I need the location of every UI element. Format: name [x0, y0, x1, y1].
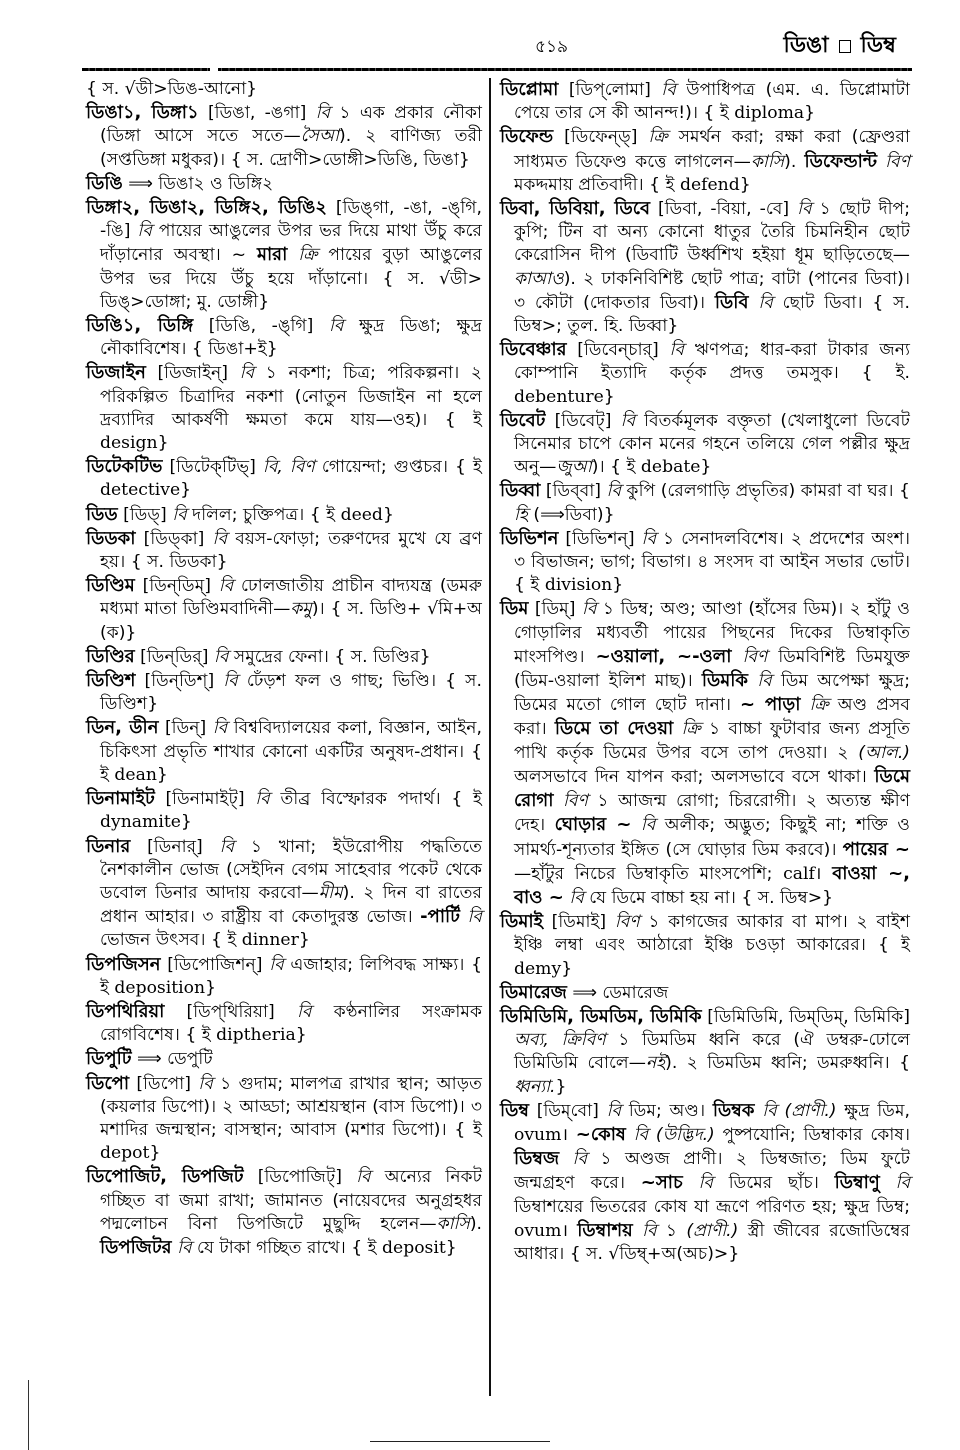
definition-text: মকদ্দমায় প্রতিবাদী। { ই	[514, 174, 680, 195]
definition-text	[877, 152, 885, 172]
english-etymon: ovum	[514, 1124, 562, 1145]
headword: পায়ের ~	[842, 838, 910, 860]
english-etymon: ovum	[514, 1220, 562, 1241]
definition-text: [ডিফেন্‌ড্]	[553, 127, 649, 148]
definition-text: সমুদ্রের ফেনা। { স. ডিণ্ডির}	[228, 646, 431, 667]
definition-text: ডিমবিশিষ্ট ডিমযুক্ত (ডিম-ওয়ালা ইলিশ মাছ)।	[514, 646, 911, 692]
definition-text: ঢোলজাতীয় প্রাচীন বাদ্যযন্ত্র (ডমরু মধ্যমা মাতা ডিণ্ডিমবাদিনী—	[100, 576, 482, 620]
part-of-speech: ক্রি	[648, 127, 668, 148]
definition-text: ক্ষুদ্র ডিম,	[836, 1100, 910, 1121]
dictionary-entry	[500, 197, 910, 338]
english-etymon: debenture	[514, 386, 604, 407]
part-of-speech: বি (প্রাণী.)	[762, 1100, 837, 1121]
english-etymon: defend	[679, 174, 740, 195]
headword: ডিবেঞ্চার	[500, 339, 567, 361]
dictionary-entry	[86, 527, 482, 574]
definition-text: [ডিনামাইট্]	[154, 789, 256, 810]
part-of-speech: বি	[356, 1167, 371, 1188]
part-of-speech: বিণ	[742, 646, 768, 667]
part-of-speech: বি	[698, 1173, 713, 1194]
definition-text: [ডিন্]	[158, 718, 213, 739]
definition-text	[626, 1125, 634, 1145]
definition-text: }	[804, 103, 816, 124]
box-separator-icon	[839, 40, 851, 53]
dictionary-entry	[86, 101, 482, 172]
definition-text: অলসভাবে দিন যাপন করা; অলসভাবে বসে থাকা।	[514, 766, 875, 787]
definition-text: অণ্ড প্রসব করা।	[514, 695, 910, 740]
headword: ডিপজিটর	[100, 1236, 172, 1258]
part-of-speech: নই	[645, 1053, 666, 1074]
part-of-speech: কাসি	[750, 151, 785, 172]
headword: ডিবেট	[500, 409, 546, 431]
headword: ~সাচ	[640, 1172, 683, 1194]
headword: ডিপুটি	[86, 1048, 132, 1070]
definition-text	[631, 815, 640, 835]
part-of-speech: অব্য, ক্রিবিণ	[514, 1030, 606, 1051]
part-of-speech: বি	[137, 221, 152, 242]
english-etymon: demy	[514, 958, 562, 979]
definition-text: [ডিপোজিট্]	[243, 1167, 357, 1188]
headword: ডিপো	[86, 1072, 130, 1094]
part-of-speech: বি	[669, 340, 684, 361]
part-of-speech: বি (উদ্ভিদ.)	[633, 1124, 715, 1145]
definition-text: ।	[561, 1220, 578, 1241]
column-divider	[489, 78, 491, 1396]
definition-text: তীব্র বিস্ফোরক পদার্থ। { ই	[269, 789, 482, 810]
definition-text: সমর্থন করা; রক্ষা করা (ফ্রেণ্ডরা সাধ্যমত ডিফেণ্ড কত্তে লাগলেন—	[514, 127, 910, 172]
headword: মারা	[256, 244, 288, 266]
definition-text: গোয়েন্দা; গুপ্তচর। { ই	[314, 457, 482, 478]
definition-text: ⟹ ডেমারেজ	[566, 982, 669, 1003]
part-of-speech: বি	[606, 481, 622, 502]
headword: ডিম্বাশয়	[577, 1219, 633, 1241]
definition-text: [ডিপ্‌থিরিয়া]	[164, 1001, 297, 1022]
part-of-speech: বি	[255, 789, 270, 810]
header-rule	[82, 68, 912, 71]
part-of-speech: কাসি	[436, 1213, 470, 1234]
headword: ডিম	[500, 598, 529, 620]
right-column	[500, 78, 910, 1266]
part-of-speech: বিণ	[563, 791, 588, 812]
definition-text: ). ২ ঢাকনিবিশিষ্ট ছোট পাত্র; বাটা (পানের ডিবা)। ৩ কৌটা (দোকতার ডিবা)।	[514, 268, 910, 313]
definition-text: ক্ষুদ্র ডিঙা; ক্ষুদ্র নৌকাবিশেষ। { ডিঙা+ই}	[100, 316, 482, 360]
part-of-speech: বি	[212, 718, 228, 739]
headword: -পার্টি	[420, 906, 460, 928]
running-head-first-word: ডিঙা	[783, 33, 829, 58]
dictionary-entry	[500, 409, 910, 480]
dictionary-entry	[500, 338, 910, 409]
definition-text: [ডিন্‌ডির্]	[134, 646, 214, 667]
part-of-speech: বি	[569, 887, 584, 908]
headword: ডিড	[86, 503, 118, 525]
definition-text: [ডিঙ্‌গা, -ঙা, -ঙ্‌গি, -ঙি]	[100, 198, 482, 242]
part-of-speech: বি	[797, 199, 812, 220]
definition-text: [ডিমাই]	[542, 912, 615, 933]
dictionary-entry	[500, 125, 910, 197]
definition-text: অন্যের নিকট গচ্ছিত বা জমা রাখা; জামানত (নায়েবদের অনুগ্রহধর পদ্মলোচন বিনা ডিপজিটে মুছুদ্দি হলেন—	[100, 1167, 483, 1234]
definition-text: (⟹ডিবা)}	[527, 504, 615, 525]
definition-text: }	[157, 433, 169, 454]
part-of-speech: জুআ	[556, 457, 592, 478]
definition-text	[287, 245, 298, 265]
definition-text: )। { স. ডিণ্ডি+ √মি+অ (ক)}	[100, 599, 482, 643]
headword: ডিম্বাণু	[834, 1172, 880, 1194]
dictionary-entry	[500, 78, 910, 125]
definition-text	[748, 293, 758, 313]
dictionary-entry	[500, 479, 910, 526]
definition-text	[683, 1173, 699, 1193]
definition-text: [ডিন্‌ডিশ্]	[135, 671, 224, 692]
english-etymon: depot	[100, 1143, 150, 1164]
definition-text: যে টাকা গচ্ছিত রাখে। { ই	[191, 1237, 383, 1258]
dictionary-entry	[500, 597, 910, 910]
definition-text: ডিম্বাশয়ের ভিতরের কোষ যা ভ্রূণে পরিণত হয়; ক্ষুদ্র ডিম্ব;	[514, 1196, 910, 1217]
dictionary-entry	[500, 527, 910, 598]
definition-text: ১ খানা; ইউরোপীয় পদ্ধতিতে নৈশকালীন ভোজ (সেইদিন বেগম সাহেবার পকেট থেকে ডবোল ডিনার আদায় করবো—	[100, 836, 482, 903]
definition-text: }	[555, 1076, 567, 1097]
definition-text: ডিমের ছাঁচ।	[712, 1173, 835, 1194]
headword: ডিটেকটিভ	[86, 456, 163, 478]
headword: ডিবা, ডিবিয়া, ডিবে	[500, 198, 651, 220]
headword: ডিম্ব	[500, 1099, 530, 1121]
definition-text: }	[156, 764, 168, 785]
dictionary-entry	[500, 910, 910, 981]
english-etymon: debate	[640, 457, 701, 478]
part-of-speech: বি	[606, 1100, 622, 1121]
definition-text: [ডিপো]	[129, 1073, 199, 1094]
definition-text: ঋণপত্র; ধার-করা টাকার জন্য কোম্পানি ইত্যাদি কর্তৃক প্রদত্ত তমসুক। { ই.	[514, 340, 910, 384]
dictionary-entry	[86, 716, 482, 787]
part-of-speech: বি	[213, 646, 229, 667]
part-of-speech: বি	[269, 954, 284, 975]
dictionary-entry	[500, 1099, 910, 1266]
definition-text: }	[149, 1143, 161, 1164]
definition-text: দলিল; চুক্তিপত্র। { ই	[186, 504, 341, 525]
part-of-speech: কাআও	[514, 268, 564, 289]
definition-text: }	[382, 504, 394, 525]
part-of-speech: বি	[223, 671, 238, 692]
definition-text: }	[298, 930, 310, 951]
definition-text: ১ কাগজের আকার বা মাপ। ২ বাইশ ইঞ্চি লম্বা এবং আঠারো ইঞ্চি চওড়া আকারের। { ই	[514, 912, 910, 956]
definition-text: বিতর্কমূলক বক্তৃতা (খেলাধুলো ডিবেট সিনেমার চাপে কোন মনের গহনে তলিয়ে গেল পল্লীর ক্ষুদ্র অনু—	[514, 410, 910, 478]
part-of-speech: বি	[641, 528, 657, 549]
english-etymon: calf	[783, 863, 815, 884]
definition-text: কণ্ঠনালির সংক্রামক রোগবিশেষ। { ই	[100, 1001, 482, 1046]
headword: ~ওয়ালা, ~-ওলা	[595, 645, 732, 667]
english-etymon: deposit	[382, 1237, 446, 1258]
definition-text: ঢেঁড়শ ফল ও গাছ; ভিণ্ডি। { স. ডিণ্ডিশ}	[100, 671, 482, 715]
headword: ডিনার	[86, 835, 131, 857]
part-of-speech: বিণ	[885, 151, 911, 172]
part-of-speech: বি	[239, 363, 255, 384]
headword: ডিবি	[714, 291, 749, 313]
definition-text: ). ২ দিন বা রাতের প্রধান আহার। ৩ রাষ্ট্রীয় বা কেতাদুরস্ত ভোজ।	[100, 882, 482, 928]
definition-text: বিশ্ববিদ্যালয়ের কলা, বিজ্ঞান, আইন, চিকিৎসা প্রভৃতি শাখার কোনো একটির অনুষদ-প্রধান। { ই	[100, 718, 482, 785]
headword: ডিণ্ডিম	[86, 575, 135, 597]
definition-text: [ডিনার্]	[130, 836, 220, 857]
definition-text: ⟹ ডিঙা২ ও ডিঙ্গি২	[122, 173, 274, 194]
part-of-speech: বি, বিণ	[262, 457, 315, 478]
definition-text: }	[561, 958, 573, 979]
definition-text: বয়স-ফোড়া; তরুণদের মুখে যে ব্রণ হয়। { স. ডিডকা}	[100, 528, 482, 573]
part-of-speech: বি	[177, 1237, 192, 1258]
running-head	[784, 28, 896, 65]
definition-text: }	[612, 575, 624, 596]
definition-text	[460, 907, 468, 927]
definition-text: ). ২ বাণিজ্য তরী (সপ্তডিঙ্গা মধুকর)। { স. দ্রোণী>ডোঙ্গী>ডিঙি, ডিঙা}	[100, 126, 482, 170]
part-of-speech: বি	[219, 836, 235, 857]
dictionary-entry	[500, 1005, 910, 1099]
page-header	[80, 0, 910, 70]
headword: ~ পাড়া	[740, 694, 801, 716]
headword: ডিপজিসন	[86, 953, 161, 975]
english-etymon: detective	[100, 480, 181, 501]
dictionary-entry	[500, 981, 910, 1005]
definition-text: }	[603, 386, 615, 407]
part-of-speech: বিণ	[614, 912, 640, 933]
definition-text: পায়ের আঙুলের উপর ভর দিয়ে মাথা উঁচু করে দাঁড়ানোর অবস্থা। ~	[100, 221, 482, 266]
scan-margin-line	[28, 1380, 29, 1450]
part-of-speech: বি	[212, 528, 228, 549]
definition-text	[559, 1149, 572, 1169]
part-of-speech: (প্রাণী.)	[686, 1220, 739, 1241]
headword: ডিঙ্গা২, ডিঙা২, ডিঙ্গি২, ডিঙি২	[86, 197, 328, 219]
definition-text: [ডিঙা, -ঙগা]	[198, 103, 316, 124]
dictionary-entry	[86, 1047, 482, 1071]
definition-text: }	[700, 457, 712, 478]
headword: ডিজাইন	[86, 362, 146, 384]
dictionary-entry	[86, 78, 482, 101]
part-of-speech: বি	[198, 1073, 213, 1094]
headword: ~কোষ	[575, 1123, 626, 1145]
dictionary-entry	[86, 361, 482, 455]
definition-text: [ডিবা, -বিয়া, -বে]	[650, 199, 798, 220]
definition-text: [ডিন্‌ডিম্]	[134, 576, 219, 597]
definition-text: ১ সেনাদলবিশেষ। ২ প্রদেশের অংশ। ৩ বিভাজন; ভাগ; বিভাগ। ৪ সংসদ বা আইন সভার ভোট। { ই	[514, 528, 910, 596]
headword: ডিপোজিট, ডিপজিট	[86, 1166, 244, 1188]
definition-text: ).	[784, 151, 805, 172]
definition-text	[731, 647, 742, 667]
headword: ডিঙি	[86, 172, 123, 194]
headword: ডিডকা	[86, 527, 136, 549]
definition-text: [ডিম্‌বো]	[529, 1100, 607, 1121]
dictionary-entry	[86, 787, 482, 834]
headword: ডিমিডিমি, ডিমডিম, ডিমিকি	[500, 1005, 702, 1027]
definition-text: }	[205, 977, 217, 998]
definition-text: )। { ই	[591, 457, 641, 478]
part-of-speech: কমু	[290, 599, 312, 620]
definition-text: }	[180, 812, 192, 833]
definition-text: { স. √ডী>ডিঙ-আনো}	[86, 79, 258, 99]
definition-text: ১ আজন্ম রোগা; চিররোগী। ২ অত্যন্ত ক্ষীণ দেহ।	[514, 791, 911, 836]
definition-text: উপাধিপত্র (এম. এ. ডিপ্লোমাটা পেয়ে তার সে কী আনন্দ!)। { ই	[514, 80, 910, 124]
footer-rule	[370, 1441, 550, 1442]
dictionary-entry	[86, 503, 482, 527]
definition-text: [ডিঙি, -ঙ্‌গি]	[193, 316, 330, 337]
dictionary-entry	[86, 196, 482, 314]
part-of-speech: ক্রি	[681, 719, 701, 740]
dictionary-entry	[86, 669, 482, 716]
definition-text	[633, 1221, 642, 1241]
definition-text: ). ২ ডিমডিম ধ্বনি; ডমরুধ্বনি। {	[665, 1053, 910, 1074]
definition-text: [ডিবেট্]	[545, 410, 621, 431]
part-of-speech: বি	[895, 1173, 911, 1194]
part-of-speech: বি	[640, 815, 656, 836]
definition-text: ).	[469, 1213, 482, 1234]
definition-text: ১ গুদাম; মালপত্র রাখার স্থান; আড়ত (কয়লার ডিপো)। ২ আড্ডা; আশ্রয়স্থান (বাস ডিপো)। ৩ মশাদির জন্মস্থান; বাসস্থান; আবাস (মশার ডিপো)। { ই	[100, 1073, 482, 1140]
part-of-speech: সৈআ	[300, 126, 339, 147]
headword: ডিঙা১, ডিঙ্গা১	[86, 102, 199, 124]
definition-text: ১ এক প্রকার নৌকা (ডিঙ্গা আসে সতে সতে—	[100, 103, 482, 147]
definition-text: [ডিম্]	[528, 599, 582, 620]
definition-text	[880, 1173, 896, 1193]
part-of-speech: বি	[620, 410, 636, 431]
part-of-speech: বি	[758, 292, 773, 313]
dictionary-entry	[86, 172, 482, 196]
definition-text: কুপি (রেলগাড়ি প্রভৃতির) কামরা বা ঘর। {	[621, 481, 910, 502]
definition-text: ছোট ডিবা। { স. ডিম্ব>; তুল. হি. ডিব্বা}	[514, 292, 910, 337]
part-of-speech: বি	[315, 103, 331, 124]
definition-text: [ডিপোজিশন্]	[160, 954, 270, 975]
english-etymon: dynamite	[100, 812, 181, 833]
definition-text: }	[180, 480, 192, 501]
headword: ডিনামাইট	[86, 788, 155, 810]
dictionary-entry	[86, 455, 482, 502]
english-etymon: deposition	[114, 977, 206, 998]
headword: ডিমে তা দেওয়া	[554, 718, 674, 740]
english-etymon: division	[544, 575, 613, 596]
headword: ডিভিশন	[500, 527, 559, 549]
definition-text: }	[295, 1025, 307, 1046]
part-of-speech: বি	[572, 1149, 588, 1170]
definition-text: [ডিড্‌কা]	[135, 528, 213, 549]
english-etymon: dinner	[241, 930, 299, 951]
definition-text: }	[445, 1237, 457, 1258]
headword: ডিম্বজ	[514, 1148, 560, 1170]
definition-text: পায়ের বুড়া আঙুলের উপর ভর দিয়ে উঁচু হয়ে দাঁড়ানো। { স. √ডী> ডিঙ্>ডোঙ্গা; মু. ডোঙ্গী}	[100, 245, 482, 312]
headword: ডিফেন্ডান্ট	[804, 150, 877, 172]
headword: ডিমকি	[701, 670, 748, 692]
part-of-speech: বি	[661, 80, 676, 100]
definition-text: ১ নকশা; চিত্র; পরিকল্পনা। ২ পরিকল্পিত চিত্রাদির নকশা (নোতুন ডিজাইন না হলে দ্রব্যাদির আকর্ষণী ক্ষমতা কমে যায়—ওহ)। { ই	[100, 363, 482, 430]
part-of-speech: বি	[642, 1220, 657, 1241]
english-etymon: deed	[340, 504, 383, 525]
definition-text: ১ বাচ্চা ফুটাবার জন্য প্রসূতি পাখি কর্তৃক ডিমের উপর বসে তাপ দেওয়া। ২	[514, 719, 911, 763]
part-of-speech: (আল.)	[858, 742, 910, 763]
headword: ডিব্বা	[500, 480, 541, 502]
definition-text: ১ অণ্ডজ প্রাণী। ২ ডিম্বজাত; ডিম ফুটে জন্মগ্রহণ করে।	[514, 1149, 910, 1194]
dictionary-entry	[86, 574, 482, 645]
definition-text: যে ডিমে বাচ্চা হয় না। { স. ডিম্ব>}	[583, 887, 834, 908]
definition-text: —হাঁটুর নিচের ডিম্বাকৃতি মাংসপেশি;	[514, 863, 784, 884]
definition-text: [ডিড্]	[117, 504, 173, 525]
definition-text: [ডিবেন্‌চার্]	[566, 340, 670, 361]
definition-text: ভোজন উৎসব। { ই	[100, 930, 242, 951]
definition-text: ১ ডিমডিম ধ্বনি করে (ঐ ডম্বরু-ঢোলে ডিমিডিমি বোলে—	[514, 1030, 910, 1074]
headword: ডিপথিরিয়া	[86, 1000, 165, 1022]
part-of-speech: ক্রি	[809, 695, 829, 716]
dictionary-entry	[86, 1072, 482, 1166]
headword: ডিপ্লোমা	[500, 79, 559, 100]
headword: ডিম্বক	[712, 1099, 755, 1121]
part-of-speech: হি	[514, 504, 528, 525]
headword: ডিমে রোগা	[514, 765, 910, 812]
english-etymon: diptheria	[216, 1025, 296, 1046]
dictionary-entry	[86, 645, 482, 669]
dictionary-entry	[86, 953, 482, 1000]
definition-text: ডিম অপেক্ষা ক্ষুদ্র; ডিমের মতো গোল ছোট দানা।	[514, 671, 910, 716]
definition-text: ।	[561, 1124, 576, 1145]
headword: ডিন, ডীন	[86, 717, 159, 739]
headword: ডিণ্ডির	[86, 645, 135, 667]
definition-text: ১ ছোট দীপ; কুপি; টিন বা অন্য কোনো ধাতুর তৈরি চিমনিহীন ছোট কেরোসিন দীপ (ডিবাটি উর্ধ্বশিখ হইয়া ধূম ছাড়িতেছে—	[514, 199, 910, 266]
dictionary-entry	[86, 1000, 482, 1047]
english-etymon: dean	[114, 764, 157, 785]
definition-text: [ডিপ্‌লোমা]	[558, 80, 662, 100]
definition-text: এজাহার; লিপিবদ্ধ সাক্ষ্য। { ই	[100, 954, 482, 998]
part-of-speech: ধ্বন্যা.	[514, 1076, 556, 1097]
dictionary-entry	[86, 835, 482, 953]
definition-text: ১ ডিম্ব; অণ্ড; আণ্ডা (হাঁসের ডিম)। ২ হাঁটু ও গোড়ালির মধ্যবর্তী পায়ের পিছনের দিকের ডিম্বাকৃতি মাংসপিণ্ড।	[514, 599, 911, 667]
definition-text: [ডিটেক্‌টিভ্]	[162, 457, 263, 478]
part-of-speech: বি	[581, 599, 597, 620]
definition-text: [ডিমিডিমি, ডিম্‌ডিম্, ডিমিকি]	[701, 1006, 910, 1027]
definition-text: ।	[814, 863, 833, 884]
headword: ডিমাই	[500, 911, 543, 933]
part-of-speech: মীম	[318, 882, 343, 903]
definition-text	[553, 791, 563, 811]
part-of-speech: বি	[296, 1001, 312, 1022]
definition-text: [ডিব্‌বা]	[540, 481, 607, 502]
definition-text: }	[739, 174, 751, 195]
definition-text: স্ত্রী জীবের রজোডিম্বের আধার। { স. √ডিম্ব্+অ(অচ)>}	[514, 1220, 910, 1264]
english-etymon: diploma	[734, 103, 805, 124]
english-etymon: design	[100, 433, 158, 454]
definition-text: [ডিভিশন্]	[558, 528, 642, 549]
part-of-speech: বি	[757, 671, 772, 692]
definition-text: ১	[656, 1220, 687, 1241]
part-of-speech: ক্রি	[298, 245, 318, 266]
definition-text: পুষ্পযোনি; ডিম্বাকার কোষ।	[714, 1124, 910, 1145]
definition-text: [ডিজাইন্]	[145, 363, 240, 384]
part-of-speech: বি	[467, 907, 482, 928]
headword: বাওয়া ~, বাও ~	[514, 862, 911, 908]
headword: ডিফেন্ড	[500, 126, 554, 148]
part-of-speech: বি	[172, 504, 187, 525]
running-head-last-word: ডিম্ব	[860, 33, 896, 58]
headword: ঘোড়ার ~	[554, 814, 632, 836]
headword: ডিঙি১, ডিঙ্গি	[86, 315, 194, 337]
headword: ডিণ্ডিশ	[86, 670, 136, 692]
part-of-speech: বি	[329, 316, 344, 337]
definition-text: অলীক; অদ্ভুত; কিছুই না; শক্তি ও সামর্থ্য-শূন্যতার ইঙ্গিত (সে ঘোড়ার ডিম করবে)।	[514, 815, 910, 860]
page-number: ৫১৯	[535, 37, 569, 57]
dictionary-entry	[86, 1165, 482, 1260]
part-of-speech: বি	[218, 576, 234, 597]
definition-text: ডিম; অণ্ড।	[621, 1100, 713, 1121]
headword: ডিমারেজ	[500, 981, 567, 1003]
definition-text	[748, 671, 757, 691]
definition-text: ⟹ ডেপুটি	[131, 1049, 213, 1070]
dictionary-entry	[86, 314, 482, 361]
left-column	[86, 78, 482, 1260]
